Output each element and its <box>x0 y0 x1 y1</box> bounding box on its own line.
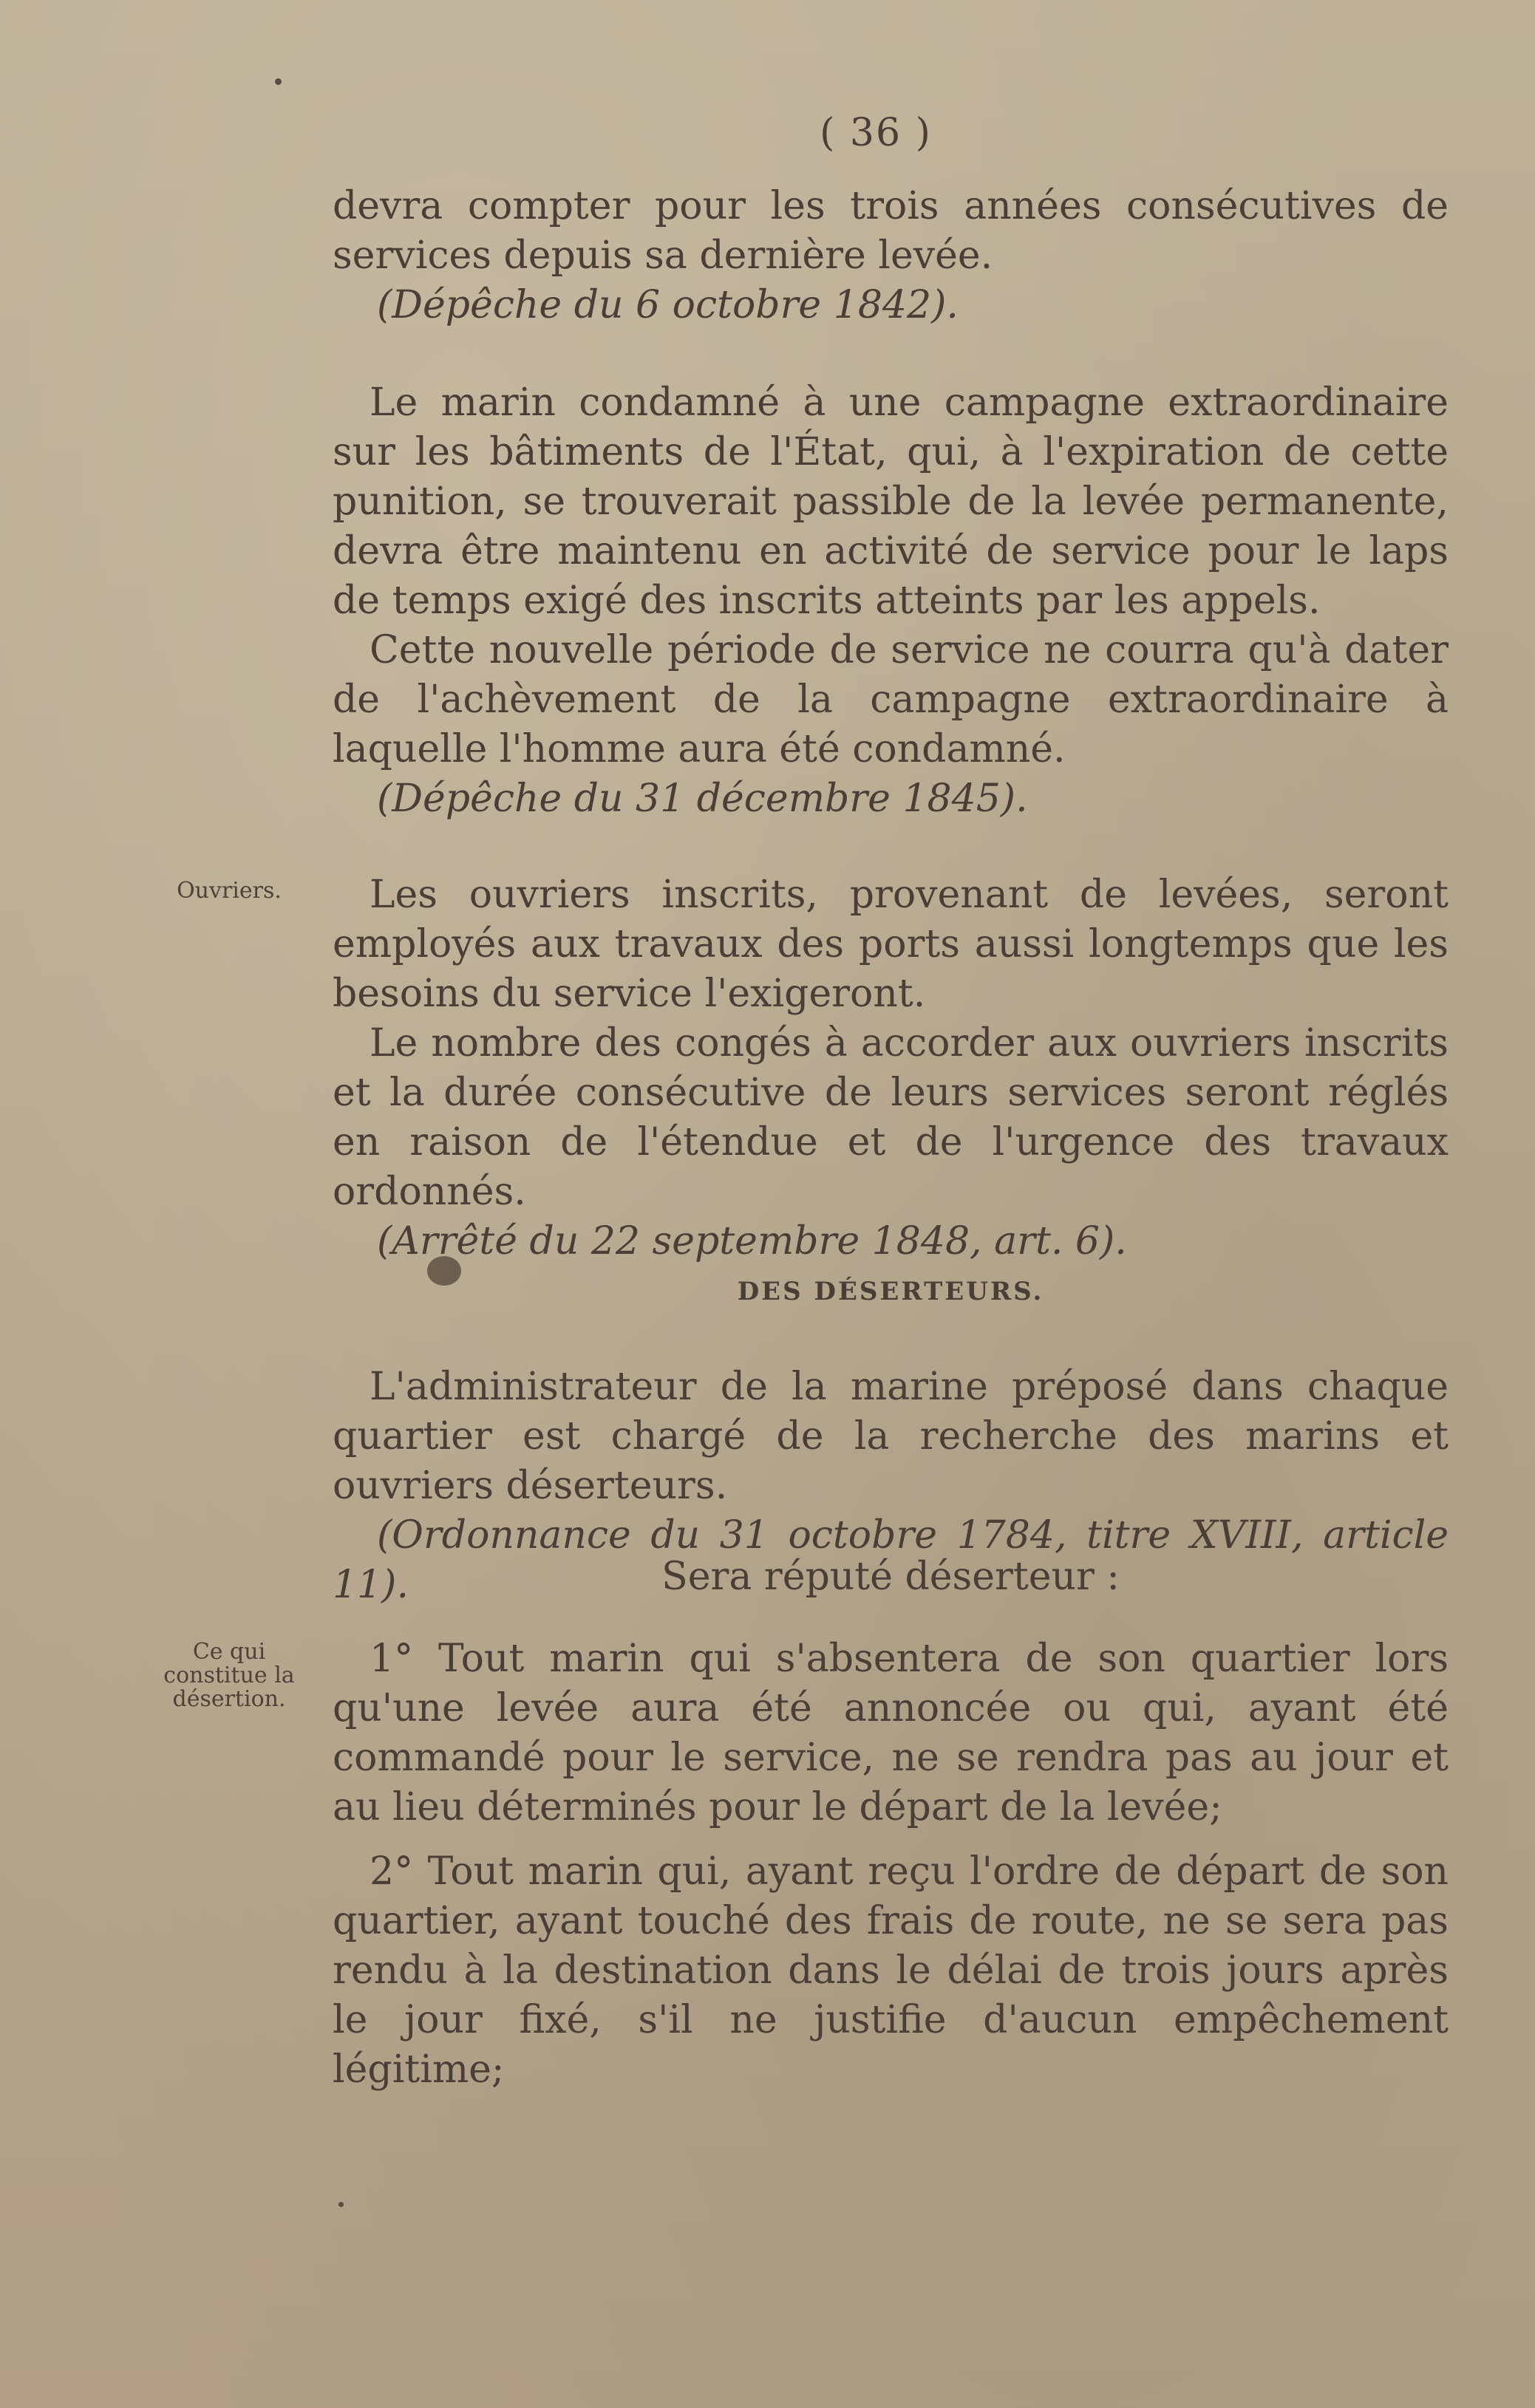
paragraph: Cette nouvelle période de service ne courra qu'à dater de l'achèvement de la campagne extraordinaire à laquelle l'homme aura été condamné. <box>333 628 1449 771</box>
text-block-continuation <box>333 182 1449 330</box>
ink-speck <box>338 2202 344 2207</box>
text-block-campagne <box>333 378 1449 824</box>
citation: (Dépêche du 31 décembre 1845). <box>377 777 1028 821</box>
paragraph: Le nombre des congés à accorder aux ouvriers inscrits et la durée consécutive de leurs services seront réglés en raison de l'étendue et de l'urgence des travaux ordonnés. <box>333 1021 1449 1214</box>
margin-note-desertion: Ce qui constitue la désertion. <box>163 1639 295 1712</box>
section-heading: DES DÉSERTEURS. <box>737 1277 1044 1306</box>
margin-note-ouvriers: Ouvriers. <box>177 878 282 904</box>
text-block-ouvriers <box>333 870 1449 1266</box>
list-item: 1° Tout marin qui s'absentera de son quartier lors qu'une levée aura été annoncée ou qui, ayant été commandé pour le service, ne se rendra pas au jour et au lieu déterminés pour le départ de la levée; <box>333 1637 1449 1829</box>
ink-speck <box>275 78 282 85</box>
paragraph: Les ouvriers inscrits, provenant de levées, seront employés aux travaux des ports aussi longtemps que les besoins du service l'exigeront. <box>333 873 1449 1016</box>
centered-line: Sera réputé déserteur : <box>661 1555 1120 1599</box>
paragraph: devra compter pour les trois années consécutives de services depuis sa dernière levée. <box>333 184 1449 278</box>
page-number: ( 36 ) <box>820 111 932 155</box>
paragraph: L'administrateur de la marine préposé dans chaque quartier est chargé de la recherche des marins et ouvriers déserteurs. <box>333 1365 1449 1508</box>
citation: (Arrêté du 22 septembre 1848, art. 6). <box>377 1219 1127 1263</box>
paragraph: Le marin condamné à une campagne extraordinaire sur les bâtiments de l'État, qui, à l'expiration de cette punition, se trouverait passible de la levée permanente, devra être maintenu en activité de service pour le laps de temps exigé des inscrits atteints par les appels. <box>333 381 1449 623</box>
citation: (Ordonnance du 31 octobre 1784, titre XVIII, article 11). <box>333 1513 1449 1607</box>
text-block-items <box>333 1634 1449 2095</box>
citation: (Dépêche du 6 octobre 1842). <box>377 283 959 327</box>
list-item: 2° Tout marin qui, ayant reçu l'ordre de départ de son quartier, ayant touché des frais de route, ne se sera pas rendu à la destination dans le délai de trois jours après le jour fixé, s'il ne justifie d'aucun empêchement légitime; <box>333 1849 1449 2092</box>
